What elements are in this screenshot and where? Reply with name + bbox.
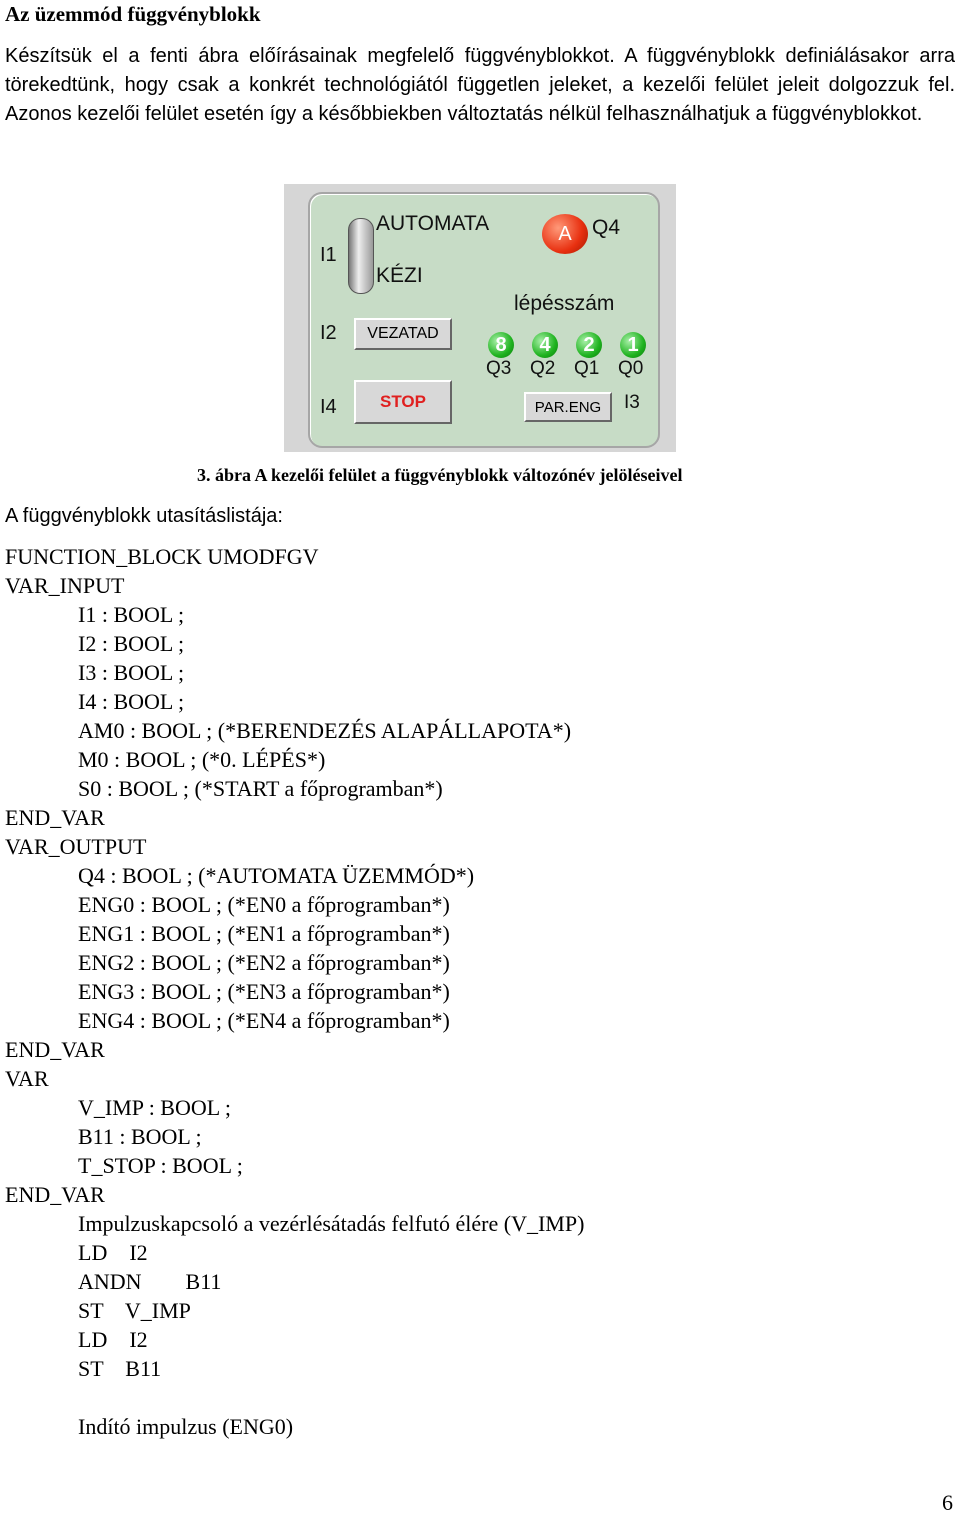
pareng-button[interactable]: PAR.ENG — [524, 392, 612, 422]
code-line: S0 : BOOL ; (*START a főprogramban*) — [78, 776, 443, 801]
q0-label: Q0 — [618, 358, 644, 379]
code-line: VAR_OUTPUT — [5, 834, 147, 859]
figure-caption: 3. ábra A kezelői felület a függvényblokk változónév jelöléseivel — [197, 465, 683, 485]
code-line: VAR_INPUT — [5, 573, 125, 598]
code-line: ENG3 : BOOL ; (*EN3 a főprogramban*) — [78, 979, 450, 1004]
code-line: END_VAR — [5, 1037, 105, 1062]
code-line: Q4 : BOOL ; (*AUTOMATA ÜZEMMÓD*) — [78, 863, 475, 888]
q3-label: Q3 — [486, 358, 512, 379]
q4-label: Q4 — [592, 216, 621, 239]
code-line: I3 : BOOL ; — [78, 660, 185, 685]
code-line: I2 : BOOL ; — [78, 631, 185, 656]
code-line: M0 : BOOL ; (*0. LÉPÉS*) — [78, 747, 326, 772]
lamp-a-label: A — [558, 222, 572, 245]
q1-label: Q1 — [574, 358, 600, 379]
i3-label: I3 — [624, 392, 640, 413]
code-line: VAR — [5, 1066, 49, 1091]
code-line: LD I2 — [78, 1327, 148, 1352]
vezatad-button[interactable]: VEZATAD — [354, 318, 452, 350]
code-line: ENG2 : BOOL ; (*EN2 a főprogramban*) — [78, 950, 450, 975]
mode-switch[interactable] — [348, 218, 374, 294]
kezi-label: KÉZI — [376, 264, 423, 287]
code-line: I4 : BOOL ; — [78, 689, 185, 714]
automata-lamp — [542, 214, 588, 254]
code-line: Indító impulzus (ENG0) — [78, 1414, 294, 1439]
step-led-1: 1 — [620, 332, 646, 358]
stop-button[interactable]: STOP — [354, 380, 452, 424]
code-line: T_STOP : BOOL ; — [78, 1153, 243, 1178]
control-panel — [308, 192, 660, 448]
control-panel-figure — [284, 184, 676, 452]
q2-label: Q2 — [530, 358, 556, 379]
code-line: ST B11 — [78, 1356, 162, 1381]
step-led-2: 2 — [576, 332, 602, 358]
code-line: ANDN B11 — [78, 1269, 222, 1294]
i2-label: I2 — [320, 322, 337, 344]
code-line: ENG4 : BOOL ; (*EN4 a főprogramban*) — [78, 1008, 450, 1033]
code-line: B11 : BOOL ; — [78, 1124, 202, 1149]
step-led-4: 4 — [532, 332, 558, 358]
code-line: END_VAR — [5, 1182, 105, 1207]
code-line: ENG1 : BOOL ; (*EN1 a főprogramban*) — [78, 921, 450, 946]
page-number: 6 — [942, 1490, 953, 1515]
code-line: FUNCTION_BLOCK UMODFGV — [5, 544, 319, 569]
instruction-list-heading: A függvényblokk utasításlistája: — [5, 505, 283, 527]
code-line: V_IMP : BOOL ; — [78, 1095, 231, 1120]
code-line: AM0 : BOOL ; (*BERENDEZÉS ALAPÁLLAPOTA*) — [78, 718, 572, 743]
code-line: ST V_IMP — [78, 1298, 191, 1323]
intro-paragraph — [5, 42, 955, 129]
intro-text: Készítsük el a fenti ábra előírásainak megfelelő függvényblokkot. A függvényblokk definiálásakor arra törekedtünk, hogy csak a konkrét technológiától független jeleket, a kezelői felület jeleit dolgozzuk fel. Azonos kezelői felület esetén így a későbbiekben változtatás nélkül felhasználhatjuk a függvényblokkot. — [5, 45, 955, 125]
i4-label: I4 — [320, 396, 337, 418]
code-line: Impulzuskapcsoló a vezérlésátadás felfutó élére (V_IMP) — [78, 1211, 585, 1236]
code-line: I1 : BOOL ; — [78, 602, 185, 627]
lepesszam-label: lépésszám — [514, 292, 615, 315]
section-heading: Az üzemmód függvényblokk — [5, 2, 261, 26]
step-led-8: 8 — [488, 332, 514, 358]
i1-label: I1 — [320, 244, 337, 266]
code-line: END_VAR — [5, 805, 105, 830]
automata-label: AUTOMATA — [376, 212, 490, 235]
code-line: ENG0 : BOOL ; (*EN0 a főprogramban*) — [78, 892, 450, 917]
code-line: LD I2 — [78, 1240, 148, 1265]
